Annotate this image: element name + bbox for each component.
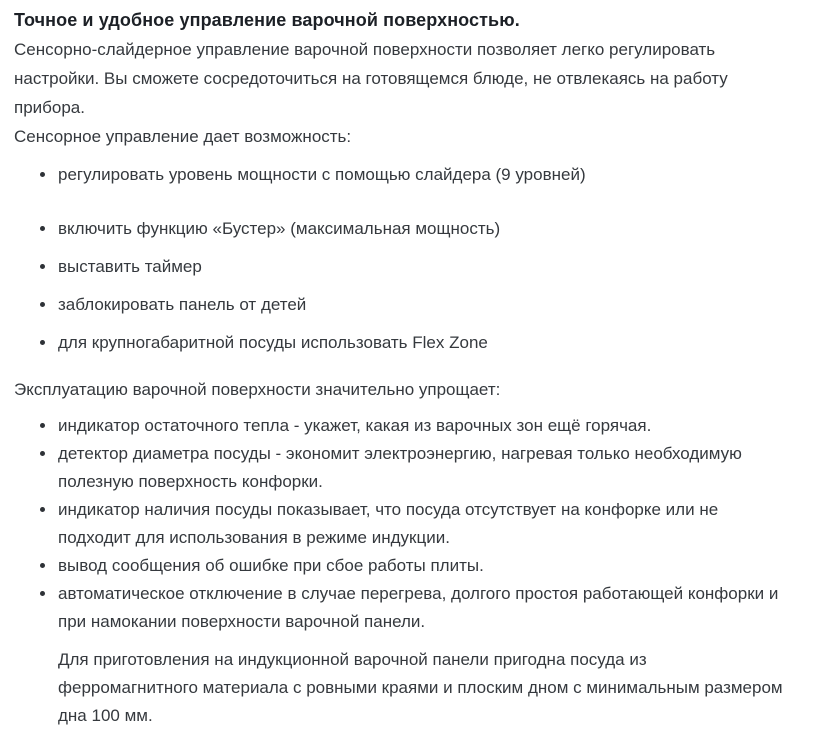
intro-line: прибора.	[14, 98, 85, 117]
list-item	[14, 215, 816, 243]
bullet-icon	[40, 172, 45, 177]
simplify-list	[14, 412, 816, 636]
bullet-icon	[40, 423, 45, 428]
bullet-icon	[40, 451, 45, 456]
list-item-text	[58, 580, 816, 636]
list-item-line: автоматическое отключение в случае перегрева, долгого простоя работающей конфорки и	[58, 584, 779, 603]
list-item-text: включить функцию «Бустер» (максимальная мощность)	[58, 219, 501, 238]
list-item-text	[58, 496, 816, 552]
note-paragraph	[58, 646, 816, 730]
simplify-lead: Эксплуатацию варочной поверхности значительно упрощает:	[14, 380, 501, 399]
note-line: дна 100 мм.	[58, 706, 153, 725]
list-item-line: при намокании поверхности варочной панели.	[58, 612, 426, 631]
bullet-icon	[40, 507, 45, 512]
list-item-text: регулировать уровень мощности с помощью слайдера (9 уровней)	[58, 165, 586, 184]
list-item-line: индикатор наличия посуды показывает, что посуда отсутствует на конфорке или не	[58, 500, 719, 519]
list-item-text	[58, 552, 816, 580]
list-item	[14, 552, 816, 580]
list-item-text: выставить таймер	[58, 257, 202, 276]
list-item	[14, 412, 816, 440]
bullet-icon	[40, 302, 45, 307]
list-item-text: для крупногабаритной посуды использовать Flex Zone	[58, 333, 488, 352]
list-item-line: полезную поверхность конфорки.	[58, 472, 323, 491]
section-heading: Точное и удобное управление варочной поверхностью.	[14, 10, 520, 30]
bullet-icon	[40, 264, 45, 269]
intro-line: Сенсорно-слайдерное управление варочной поверхности позволяет легко регулировать	[14, 40, 716, 59]
note-line: ферромагнитного материала с ровными краями и плоским дном с минимальным размером	[58, 678, 783, 697]
list-item-text: заблокировать панель от детей	[58, 295, 307, 314]
list-item-line: индикатор остаточного тепла - укажет, какая из варочных зон ещё горячая.	[58, 416, 652, 435]
note-line: Для приготовления на индукционной варочной панели пригодна посуда из	[58, 650, 647, 669]
bullet-icon	[40, 591, 45, 596]
bullet-icon	[40, 226, 45, 231]
list-item	[14, 161, 816, 189]
intro-line: настройки. Вы сможете сосредоточиться на готовящемся блюде, не отвлекаясь на работу	[14, 69, 728, 88]
bullet-icon	[40, 340, 45, 345]
list-item-line: вывод сообщения об ошибке при сбое работы плиты.	[58, 556, 484, 575]
list-item	[14, 496, 816, 552]
list-item	[14, 329, 816, 357]
list-item	[14, 253, 816, 281]
list-item-line: подходит для использования в режиме индукции.	[58, 528, 450, 547]
bullet-icon	[40, 563, 45, 568]
list-item-text	[58, 440, 816, 496]
list-item	[14, 440, 816, 496]
touch-control-lead: Сенсорное управление дает возможность:	[14, 127, 352, 146]
list-item-line: детектор диаметра посуды - экономит электроэнергию, нагревая только необходимую	[58, 444, 742, 463]
list-item	[14, 580, 816, 636]
intro-paragraph	[14, 35, 816, 122]
list-item	[14, 291, 816, 319]
list-item-text	[58, 412, 816, 440]
touch-control-list	[14, 161, 816, 357]
